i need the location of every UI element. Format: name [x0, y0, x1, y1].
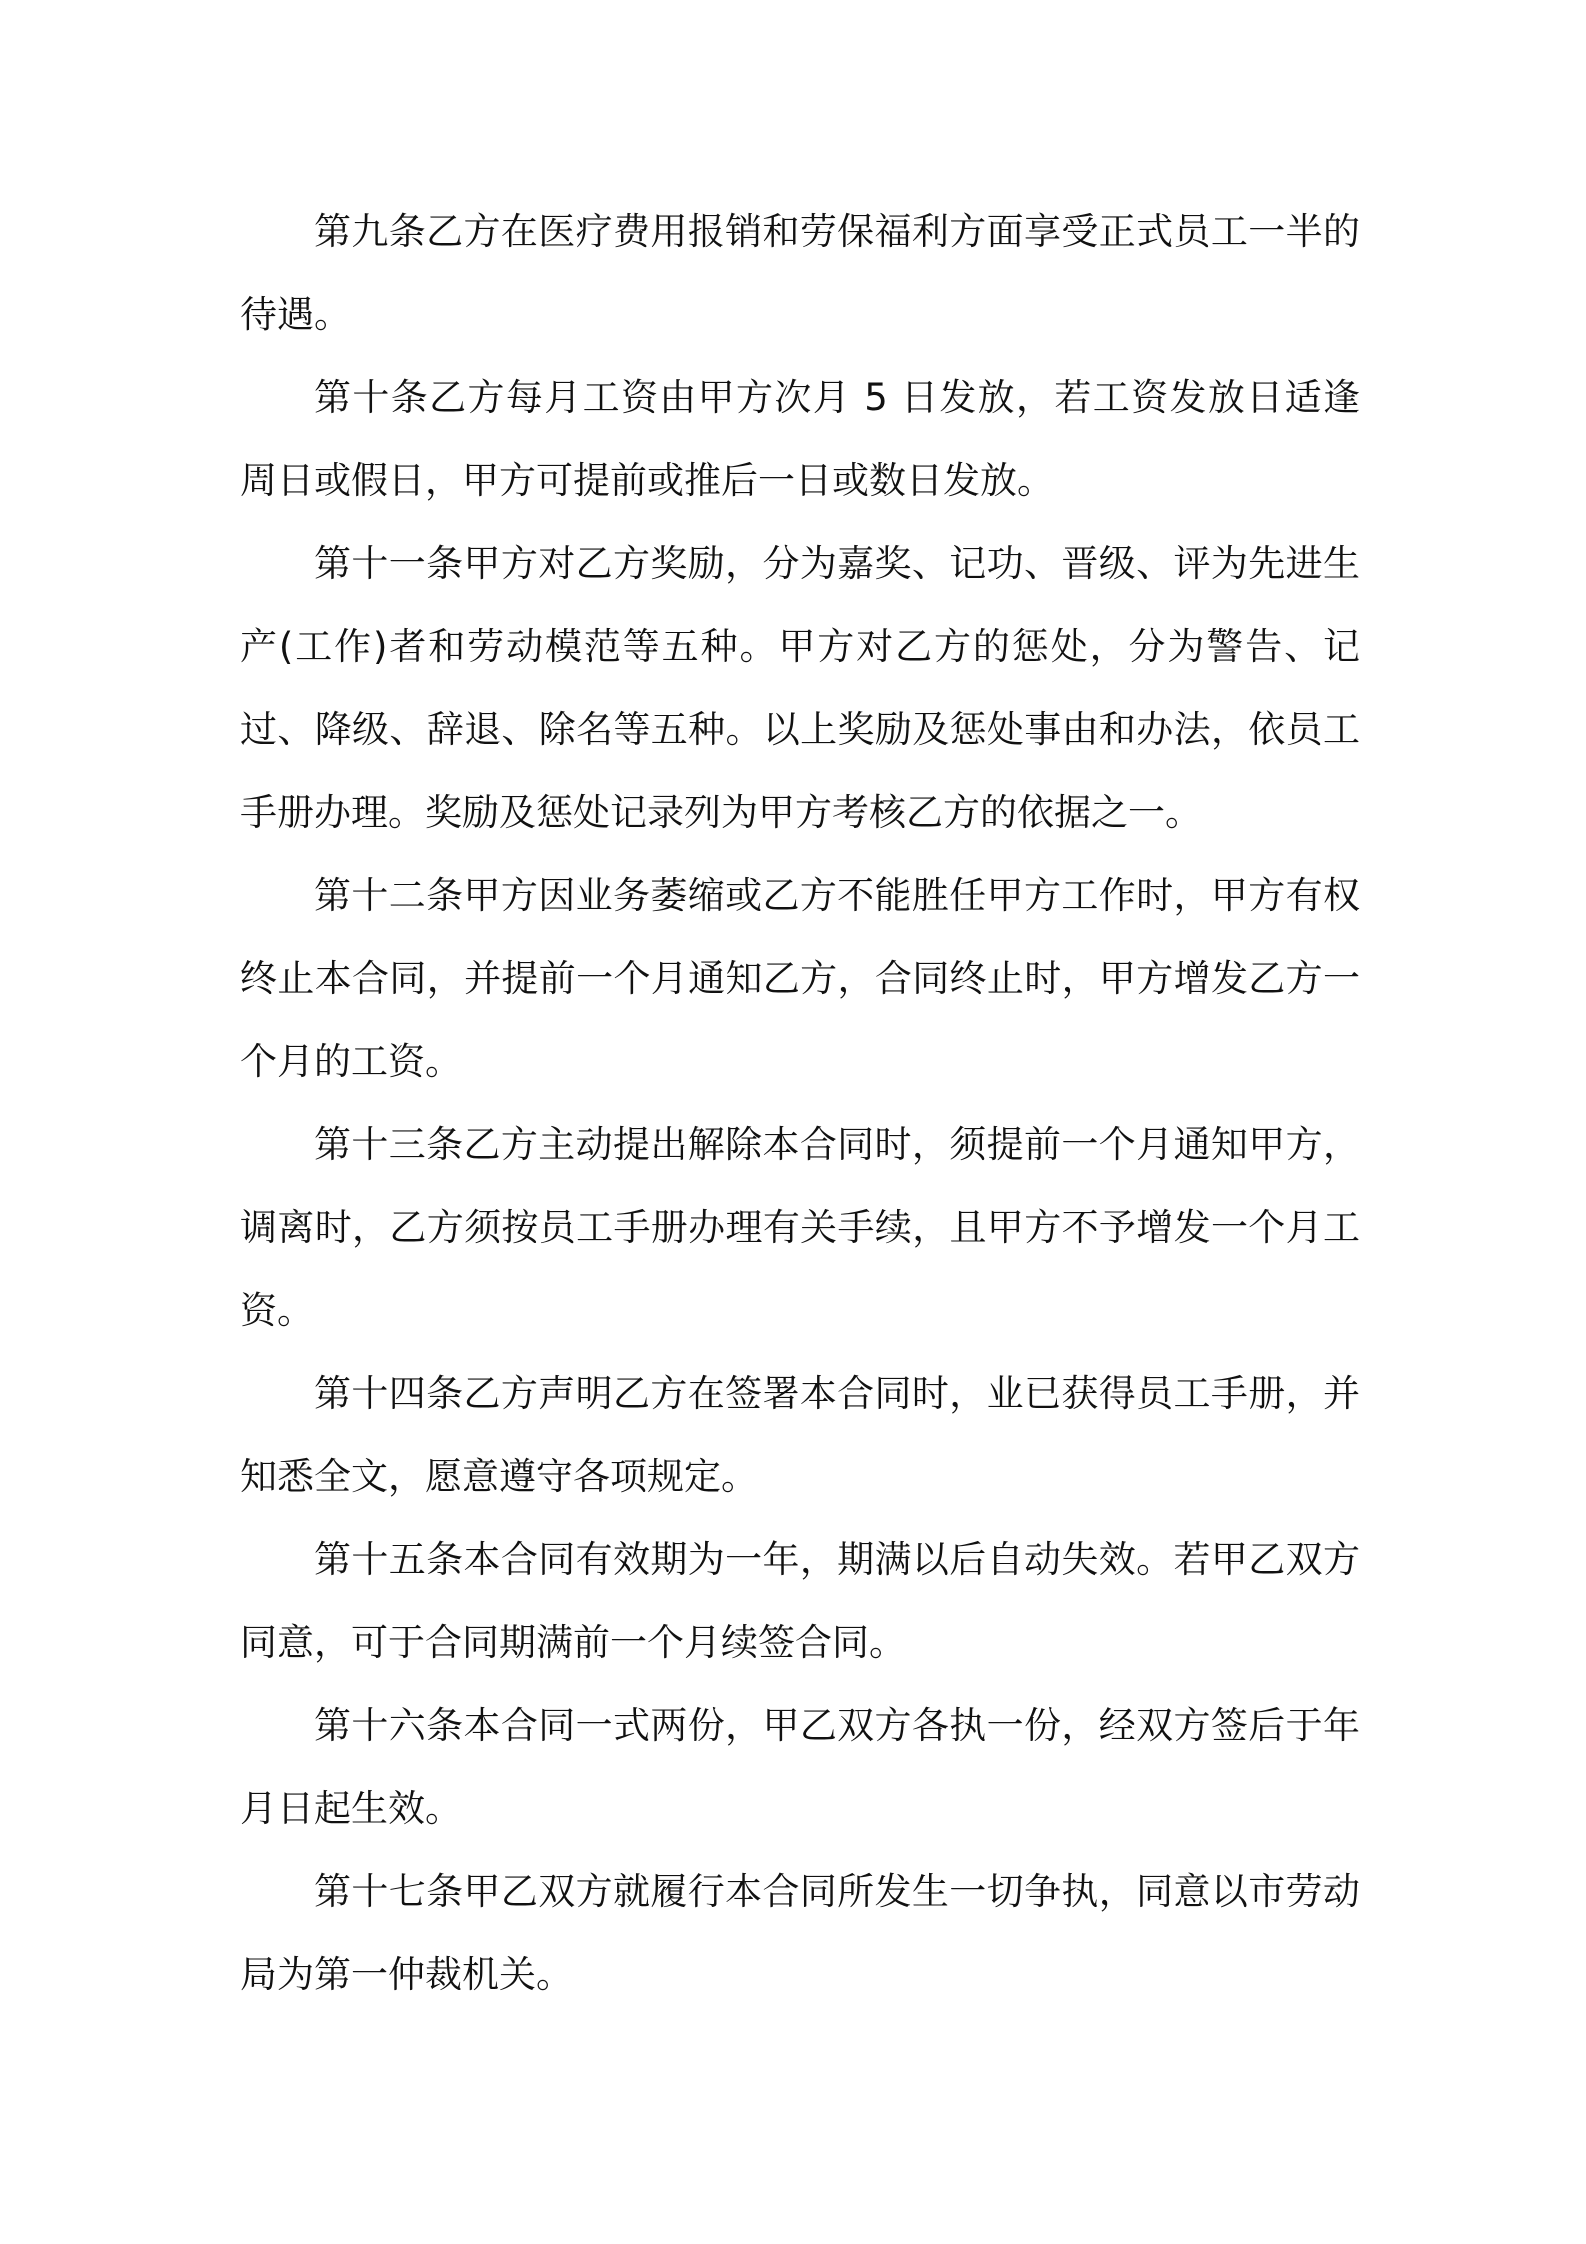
clause-9: 第九条乙方在医疗费用报销和劳保福利方面享受正式员工一半的待遇。 — [240, 210, 1360, 336]
clause-13: 第十三条乙方主动提出解除本合同时，须提前一个月通知甲方，调离时，乙方须按员工手册办理有关手续，且甲方不予增发一个月工资。 — [240, 1123, 1360, 1332]
clause-17: 第十七条甲乙双方就履行本合同所发生一切争执，同意以市劳动局为第一仲裁机关。 — [240, 1870, 1360, 1996]
clause-16: 第十六条本合同一式两份，甲乙双方各执一份，经双方签后于年月日起生效。 — [240, 1704, 1360, 1830]
clause-10: 第十条乙方每月工资由甲方次月 5 日发放，若工资发放日适逢周日或假日，甲方可提前或推后一日或数日发放。 — [240, 376, 1360, 502]
clause-14: 第十四条乙方声明乙方在签署本合同时，业已获得员工手册，并知悉全文，愿意遵守各项规定。 — [240, 1372, 1360, 1498]
clause-15: 第十五条本合同有效期为一年，期满以后自动失效。若甲乙双方同意，可于合同期满前一个月续签合同。 — [240, 1538, 1360, 1664]
clause-11: 第十一条甲方对乙方奖励，分为嘉奖、记功、晋级、评为先进生产(工作)者和劳动模范等五种。甲方对乙方的惩处，分为警告、记过、降级、辞退、除名等五种。以上奖励及惩处事由和办法，依员工手册办理。奖励及惩处记录列为甲方考核乙方的依据之一。 — [240, 542, 1360, 834]
clause-12: 第十二条甲方因业务萎缩或乙方不能胜任甲方工作时，甲方有权终止本合同，并提前一个月通知乙方，合同终止时，甲方增发乙方一个月的工资。 — [240, 874, 1360, 1083]
document-body — [240, 190, 1360, 2016]
